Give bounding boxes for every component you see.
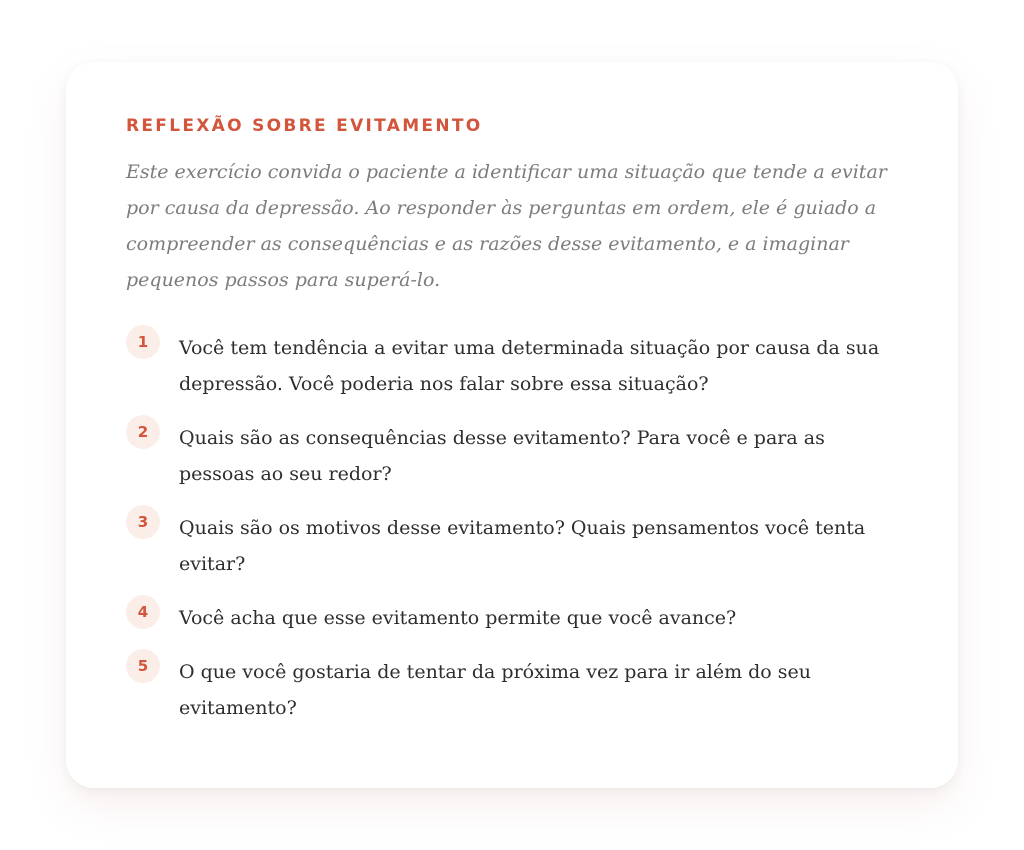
card-heading: REFLEXÃO SOBRE EVITAMENTO [126,116,483,136]
question-text: Quais são os motivos desse evitamento? Quais pensamentos você tenta evitar? [179,517,866,575]
question-text: Você tem tendência a evitar uma determinada situação por causa da sua depressão. Você poderia nos falar sobre essa situação? [179,337,880,395]
question-text: Você acha que esse evitamento permite que você avance? [179,607,737,629]
question-number-badge: 1 [126,325,160,359]
card-intro: Este exercício convida o paciente a identificar uma situação que tende a evitar por causa da depressão. Ao responder às perguntas em ordem, ele é guiado a compreender as consequências e as razões desse evitamento, e a imaginar pequenos passos para superá-lo. [126,161,887,291]
reflection-card [66,62,958,788]
question-number-badge: 2 [126,415,160,449]
question-number-badge: 4 [126,595,160,629]
question-item [126,654,898,726]
question-number-badge: 3 [126,505,160,539]
question-number-badge: 5 [126,649,160,683]
question-item [126,330,898,402]
question-item [126,600,898,636]
question-text: Quais são as consequências desse evitamento? Para você e para as pessoas ao seu redor? [179,427,825,485]
question-item [126,510,898,582]
question-text: O que você gostaria de tentar da próxima vez para ir além do seu evitamento? [179,661,812,719]
question-item [126,420,898,492]
question-list [126,330,898,726]
